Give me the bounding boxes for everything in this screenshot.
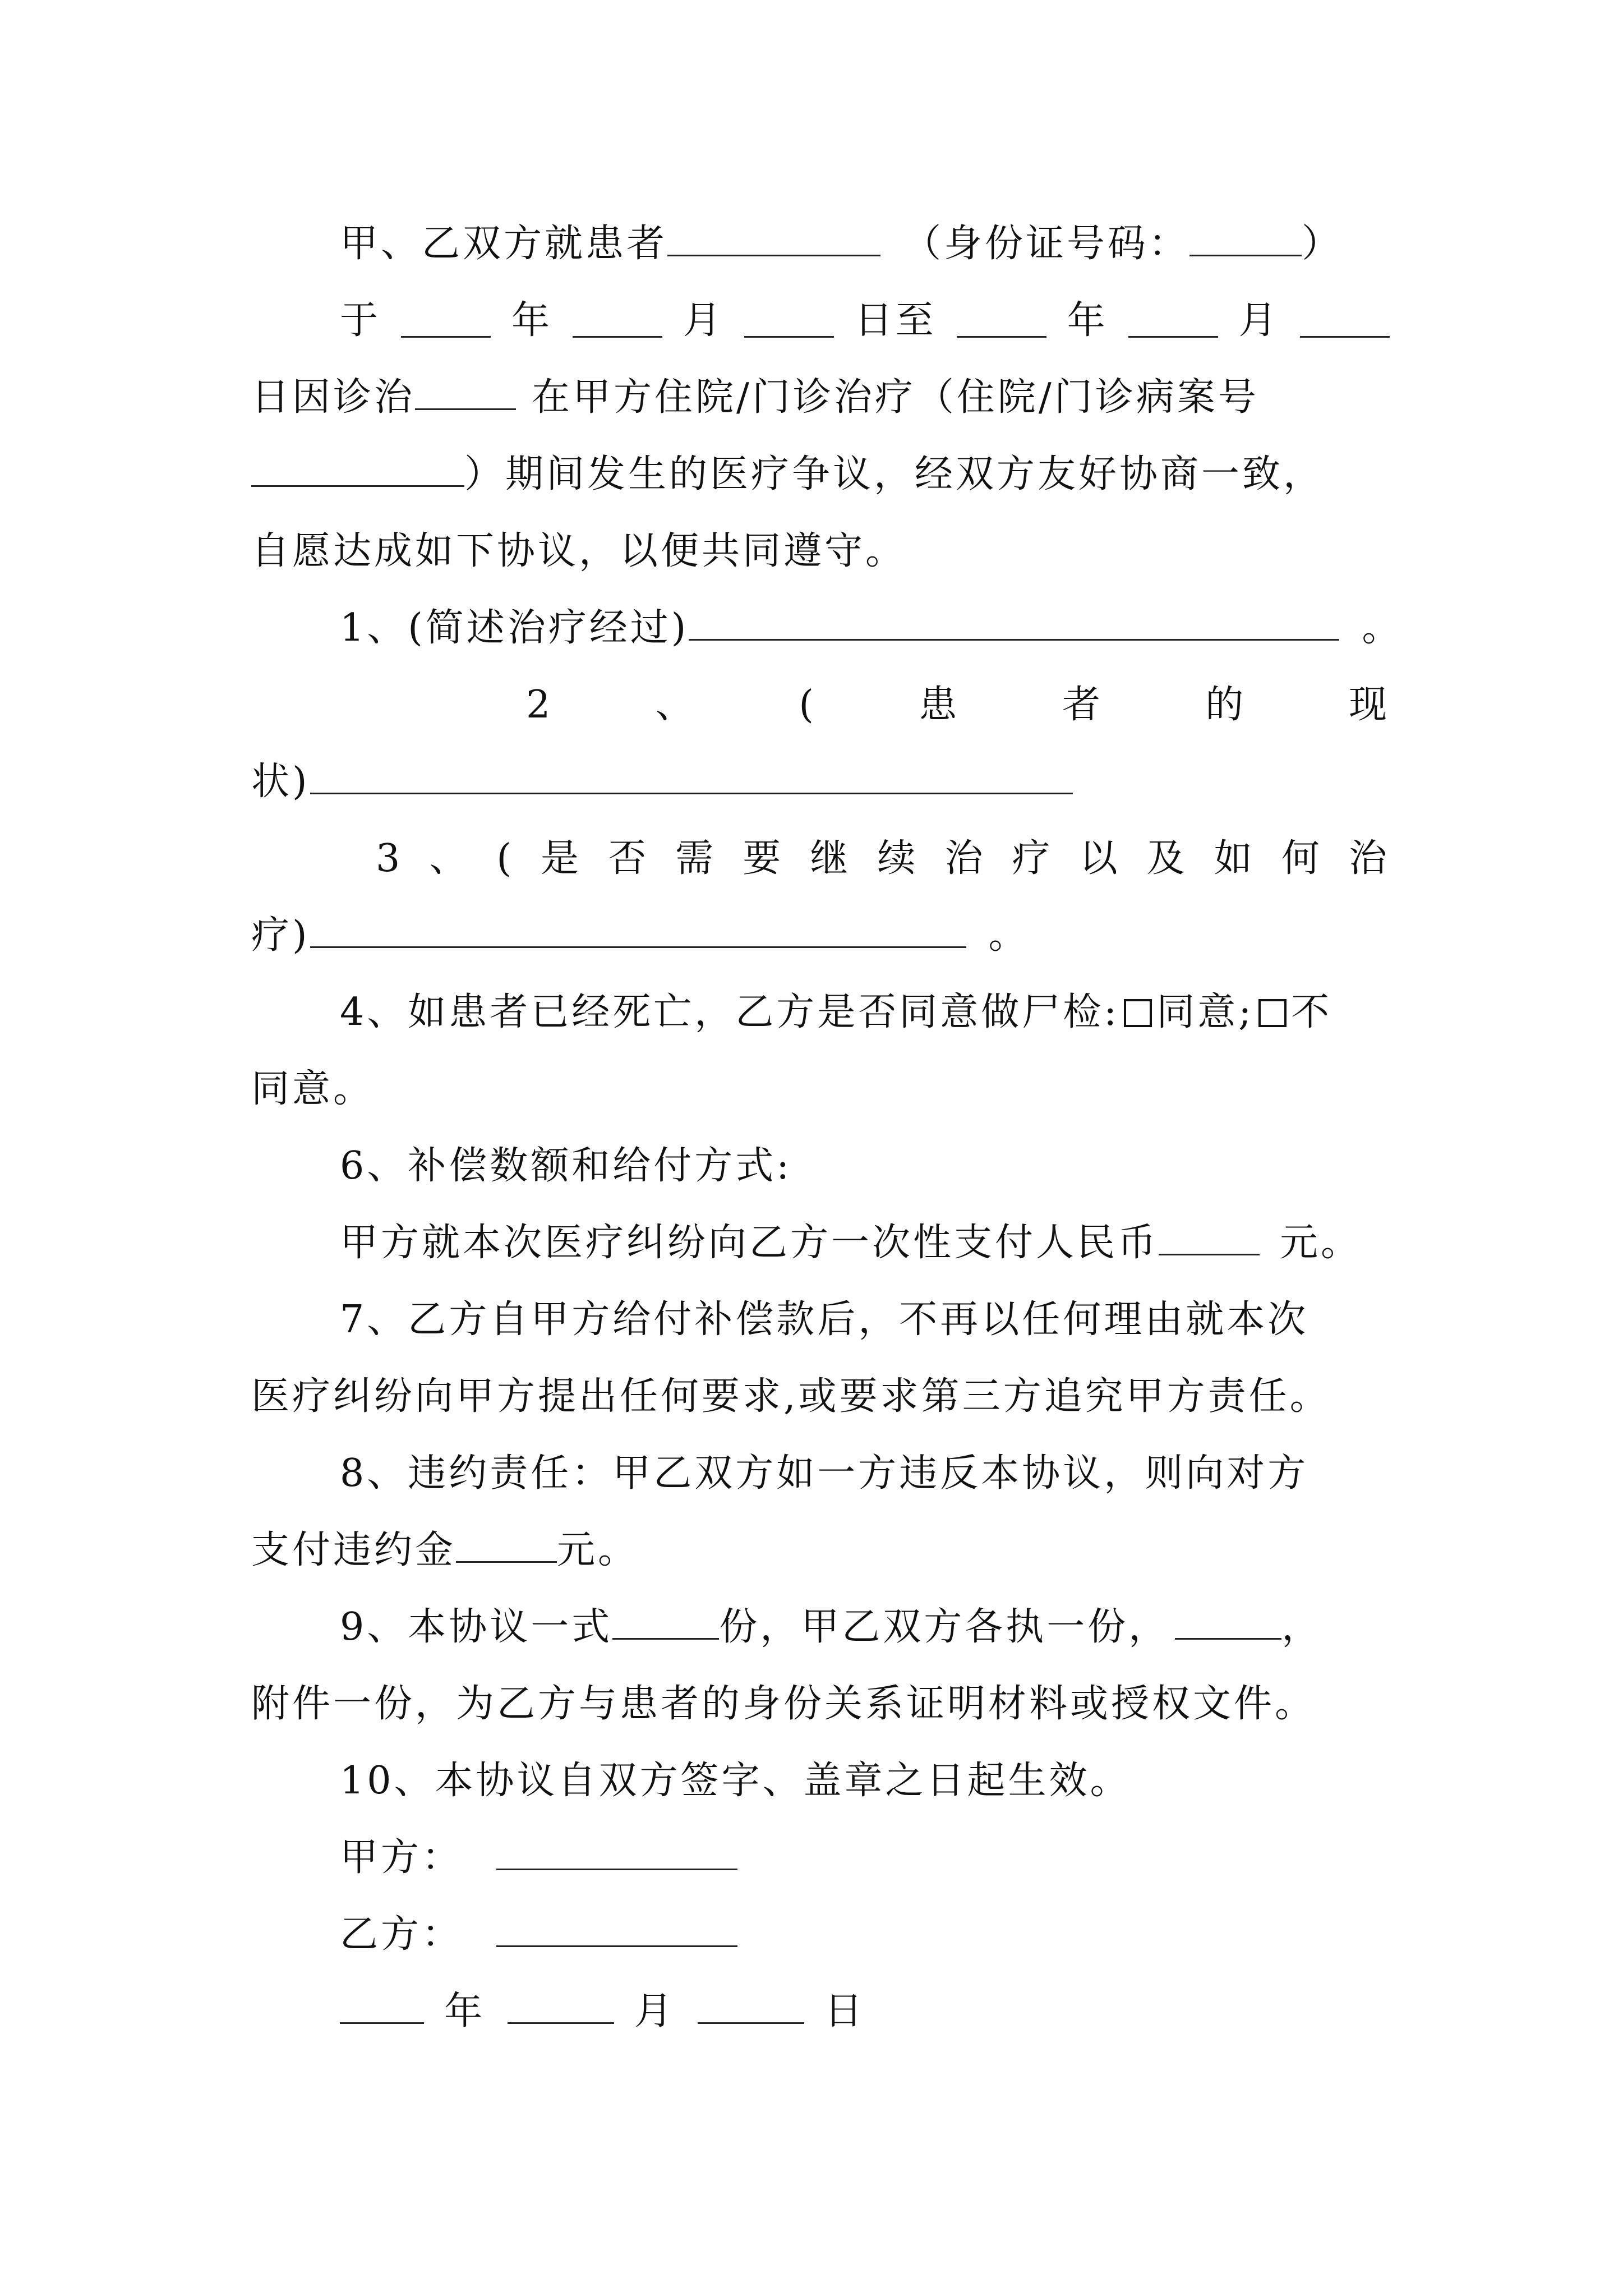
sign-day-blank[interactable] xyxy=(698,1991,804,2024)
item-8-line-1 xyxy=(340,1446,1390,1502)
item-2-char: 、 xyxy=(655,683,697,727)
item-2-char: 者 xyxy=(1062,683,1103,727)
intro-line-2 xyxy=(340,293,1390,349)
sign-month-blank[interactable] xyxy=(508,1991,614,2024)
id-label: （身份证号码： xyxy=(903,222,1190,266)
item-2-char: 患 xyxy=(919,683,960,727)
copies-text: 份，甲乙双方各执一份， xyxy=(719,1605,1170,1649)
intro-line-1 xyxy=(340,216,1390,272)
year-label: 年 xyxy=(444,1989,486,2033)
item-3-char: 疗 xyxy=(1012,836,1053,881)
diagnosis-label: 日因诊治 xyxy=(251,375,416,420)
item-2-char: ( xyxy=(799,683,817,727)
item-7-line-2 xyxy=(251,1369,1390,1425)
period: 。 xyxy=(1362,606,1403,650)
dispute-text: ）期间发生的医疗争议，经双方友好协商一致， xyxy=(464,452,1325,496)
item-3-char: 要 xyxy=(743,836,784,881)
signature-party-b xyxy=(340,1907,1390,1963)
item-3-line-2 xyxy=(251,908,1390,964)
agreement-text: 自愿达成如下协议，以便共同遵守。 xyxy=(251,529,907,573)
extra-blank[interactable] xyxy=(1175,1607,1281,1640)
month-label: 月 xyxy=(634,1989,676,2033)
sign-year-blank[interactable] xyxy=(340,1991,424,2024)
item-3-cont: 疗) xyxy=(251,913,310,958)
period: 。 xyxy=(988,913,1030,958)
autopsy-question: 4、如患者已经死亡，乙方是否同意做尸检: xyxy=(340,990,1120,1034)
item-8-line-2 xyxy=(251,1522,1390,1579)
item-2-cont: 状) xyxy=(251,760,310,804)
item-4-line-1 xyxy=(340,984,1390,1041)
item-1-label: 1、(简述治疗经过) xyxy=(340,606,689,650)
patient-status-blank[interactable] xyxy=(310,761,1073,794)
party-b-label: 乙方： xyxy=(340,1912,463,1957)
item-2-char: 的 xyxy=(1205,683,1247,727)
copies-count-blank[interactable] xyxy=(612,1607,719,1640)
item-9-line-1 xyxy=(340,1599,1390,1655)
party-a-signature-blank[interactable] xyxy=(496,1837,737,1870)
yu-text: 于 xyxy=(340,298,381,343)
item-2-char: 2 xyxy=(526,683,554,727)
paren-close: ） xyxy=(1302,222,1343,266)
item-3-char: 需 xyxy=(675,836,717,881)
compensation-heading: 6、补偿数额和给付方式: xyxy=(340,1144,792,1188)
item-7-text: 7、乙方自甲方给付补偿款后，不再以任何理由就本次 xyxy=(340,1297,1309,1342)
item-3-char: 、 xyxy=(429,836,471,881)
item-3-char: 继 xyxy=(810,836,851,881)
item-6 xyxy=(340,1138,1390,1194)
party-b-signature-blank[interactable] xyxy=(496,1914,737,1947)
currency-unit: 元。 xyxy=(557,1528,639,1572)
signature-party-a xyxy=(340,1830,1390,1886)
year-label: 年 xyxy=(511,298,552,343)
item-3-char: 如 xyxy=(1214,836,1255,881)
item-1 xyxy=(340,600,1403,656)
intro-line-4 xyxy=(251,447,1390,503)
item-8-text: 8、违约责任：甲乙双方如一方违反本协议，则向对方 xyxy=(340,1451,1309,1496)
day-to-label: 日至 xyxy=(854,298,937,343)
month-label: 月 xyxy=(1238,298,1280,343)
disagree-checkbox[interactable] xyxy=(1258,999,1287,1027)
disagree-label: 不 xyxy=(1291,990,1332,1034)
comma: ， xyxy=(1281,1605,1323,1649)
item-6-payment xyxy=(340,1215,1405,1271)
payment-amount-blank[interactable] xyxy=(1159,1222,1260,1255)
agree-checkbox[interactable] xyxy=(1124,999,1152,1027)
day-label: 日 xyxy=(824,1989,866,2033)
end-day-blank[interactable] xyxy=(1300,305,1390,338)
treatment-text: 在甲方住院/门诊治疗（住院/门诊病案号 xyxy=(532,375,1259,420)
copies-label: 9、本协议一式 xyxy=(340,1605,613,1649)
item-3-char: 及 xyxy=(1146,836,1188,881)
intro-text: 甲、乙双方就患者 xyxy=(340,222,668,266)
diagnosis-blank[interactable] xyxy=(415,377,516,410)
party-a-label: 甲方： xyxy=(340,1835,463,1880)
item-3-char: 以 xyxy=(1079,836,1121,881)
agree-label: 同意; xyxy=(1156,990,1255,1034)
penalty-amount-blank[interactable] xyxy=(456,1530,557,1563)
item-3-char: 何 xyxy=(1281,836,1322,881)
penalty-label: 支付违约金 xyxy=(251,1528,457,1572)
start-day-blank[interactable] xyxy=(744,305,834,338)
intro-line-5 xyxy=(251,523,1390,579)
end-month-blank[interactable] xyxy=(1128,305,1218,338)
item-7-text-cont: 医疗纠纷向甲方提出任何要求,或要求第三方追究甲方责任。 xyxy=(251,1374,1331,1419)
intro-line-3 xyxy=(251,370,1390,426)
item-3-char: 否 xyxy=(608,836,649,881)
item-2-line-2 xyxy=(251,754,1390,810)
item-7-line-1 xyxy=(340,1292,1390,1348)
item-2-char: 现 xyxy=(1348,683,1390,727)
effective-clause: 10、本协议自双方签字、盖章之日起生效。 xyxy=(340,1759,1131,1803)
further-treatment-blank[interactable] xyxy=(310,915,966,948)
month-label: 月 xyxy=(683,298,724,343)
start-year-blank[interactable] xyxy=(401,305,491,338)
end-year-blank[interactable] xyxy=(957,305,1046,338)
payment-text: 甲方就本次医疗纠纷向乙方一次性支付人民币 xyxy=(340,1221,1159,1265)
disagree-label-cont: 同意。 xyxy=(251,1067,375,1111)
item-4-line-2 xyxy=(251,1061,1390,1117)
item-3-line-1 xyxy=(376,831,1390,887)
start-month-blank[interactable] xyxy=(573,305,662,338)
treatment-summary-blank[interactable] xyxy=(689,608,1339,641)
item-2-line-1 xyxy=(526,677,1390,733)
attachment-text: 附件一份，为乙方与患者的身份关系证明材料或授权文件。 xyxy=(251,1682,1316,1726)
currency-unit: 元。 xyxy=(1280,1221,1362,1265)
item-9-line-2 xyxy=(251,1676,1407,1732)
item-3-char: 续 xyxy=(877,836,919,881)
item-3-char: 3 xyxy=(376,836,403,881)
item-3-char: 治 xyxy=(1348,836,1390,881)
item-3-char: 是 xyxy=(541,836,582,881)
year-label: 年 xyxy=(1067,298,1108,343)
patient-name-blank[interactable] xyxy=(667,223,880,256)
id-number-blank[interactable] xyxy=(1189,223,1302,256)
item-10 xyxy=(340,1753,1390,1809)
case-number-blank[interactable] xyxy=(251,454,464,487)
item-3-char: ( xyxy=(496,836,514,881)
signature-date xyxy=(340,1984,1390,2040)
item-3-char: 治 xyxy=(944,836,986,881)
